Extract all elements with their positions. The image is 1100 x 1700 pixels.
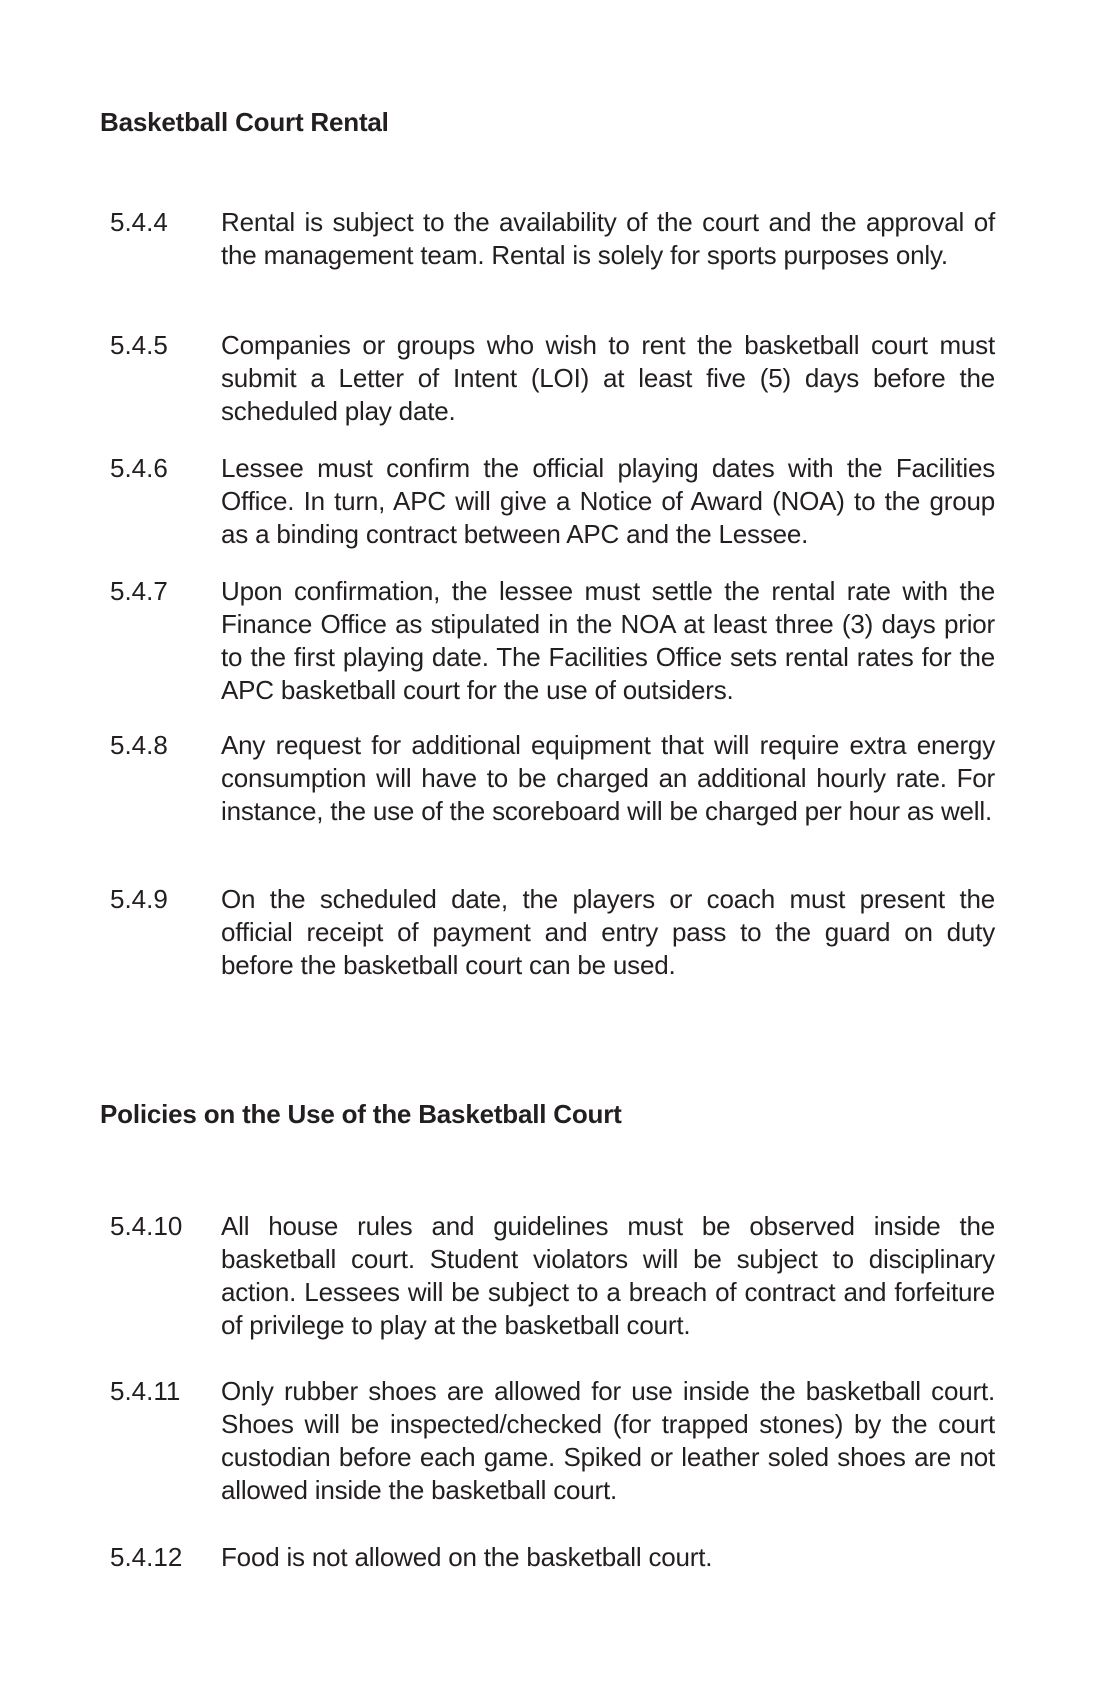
clause-5-4-7 xyxy=(110,575,995,707)
clause-text: Lessee must confirm the official playing dates with the Facilities Office. In turn, APC will give a Notice of Award (NOA) to the group as a binding contract between APC and the Lessee. xyxy=(221,453,995,549)
clause-number: 5.4.12 xyxy=(110,1542,183,1572)
clause-number: 5.4.10 xyxy=(110,1211,183,1241)
clause-number: 5.4.6 xyxy=(110,453,168,483)
clause-text: On the scheduled date, the players or coach must present the official receipt of payment and entry pass to the guard on duty before the basketball court can be used. xyxy=(221,884,995,980)
clause-number: 5.4.7 xyxy=(110,576,168,606)
clause-number: 5.4.9 xyxy=(110,884,168,914)
clause-number: 5.4.11 xyxy=(110,1376,181,1406)
clause-text: Companies or groups who wish to rent the basketball court must submit a Letter of Intent (LOI) at least five (5) days before the scheduled play date. xyxy=(221,330,995,426)
clause-text: Food is not allowed on the basketball court. xyxy=(221,1542,713,1572)
section-heading-rental: Basketball Court Rental xyxy=(100,107,389,137)
clause-number: 5.4.8 xyxy=(110,730,168,760)
clause-5-4-4 xyxy=(110,206,995,272)
clause-text: Upon confirmation, the lessee must settle the rental rate with the Finance Office as stipulated in the NOA at least three (3) days prior to the first playing date. The Facilities Office sets rental rates for the APC basketball court for the use of outsiders. xyxy=(221,576,995,705)
clause-5-4-9 xyxy=(110,883,995,982)
clause-5-4-11 xyxy=(110,1375,995,1507)
clause-text: Only rubber shoes are allowed for use inside the basketball court. Shoes will be inspected/checked (for trapped stones) by the court custodian before each game. Spiked or leather soled shoes are not allowed inside the basketball court. xyxy=(221,1376,995,1505)
clause-5-4-8 xyxy=(110,729,995,828)
clause-number: 5.4.4 xyxy=(110,207,168,237)
clause-5-4-6 xyxy=(110,452,995,551)
section-heading-policies: Policies on the Use of the Basketball Court xyxy=(100,1099,622,1129)
clause-text: Rental is subject to the availability of the court and the approval of the management team. Rental is solely for sports purposes only. xyxy=(221,207,995,270)
clause-text: Any request for additional equipment that will require extra energy consumption will have to be charged an additional hourly rate. For instance, the use of the scoreboard will be charged per hour as well. xyxy=(221,730,995,826)
clause-5-4-10 xyxy=(110,1210,995,1342)
clause-5-4-12 xyxy=(110,1541,995,1574)
clause-number: 5.4.5 xyxy=(110,330,168,360)
clause-text: All house rules and guidelines must be observed inside the basketball court. Student violators will be subject to disciplinary action. Lessees will be subject to a breach of contract and forfeiture of privilege to play at the basketball court. xyxy=(221,1211,995,1340)
clause-5-4-5 xyxy=(110,329,995,428)
